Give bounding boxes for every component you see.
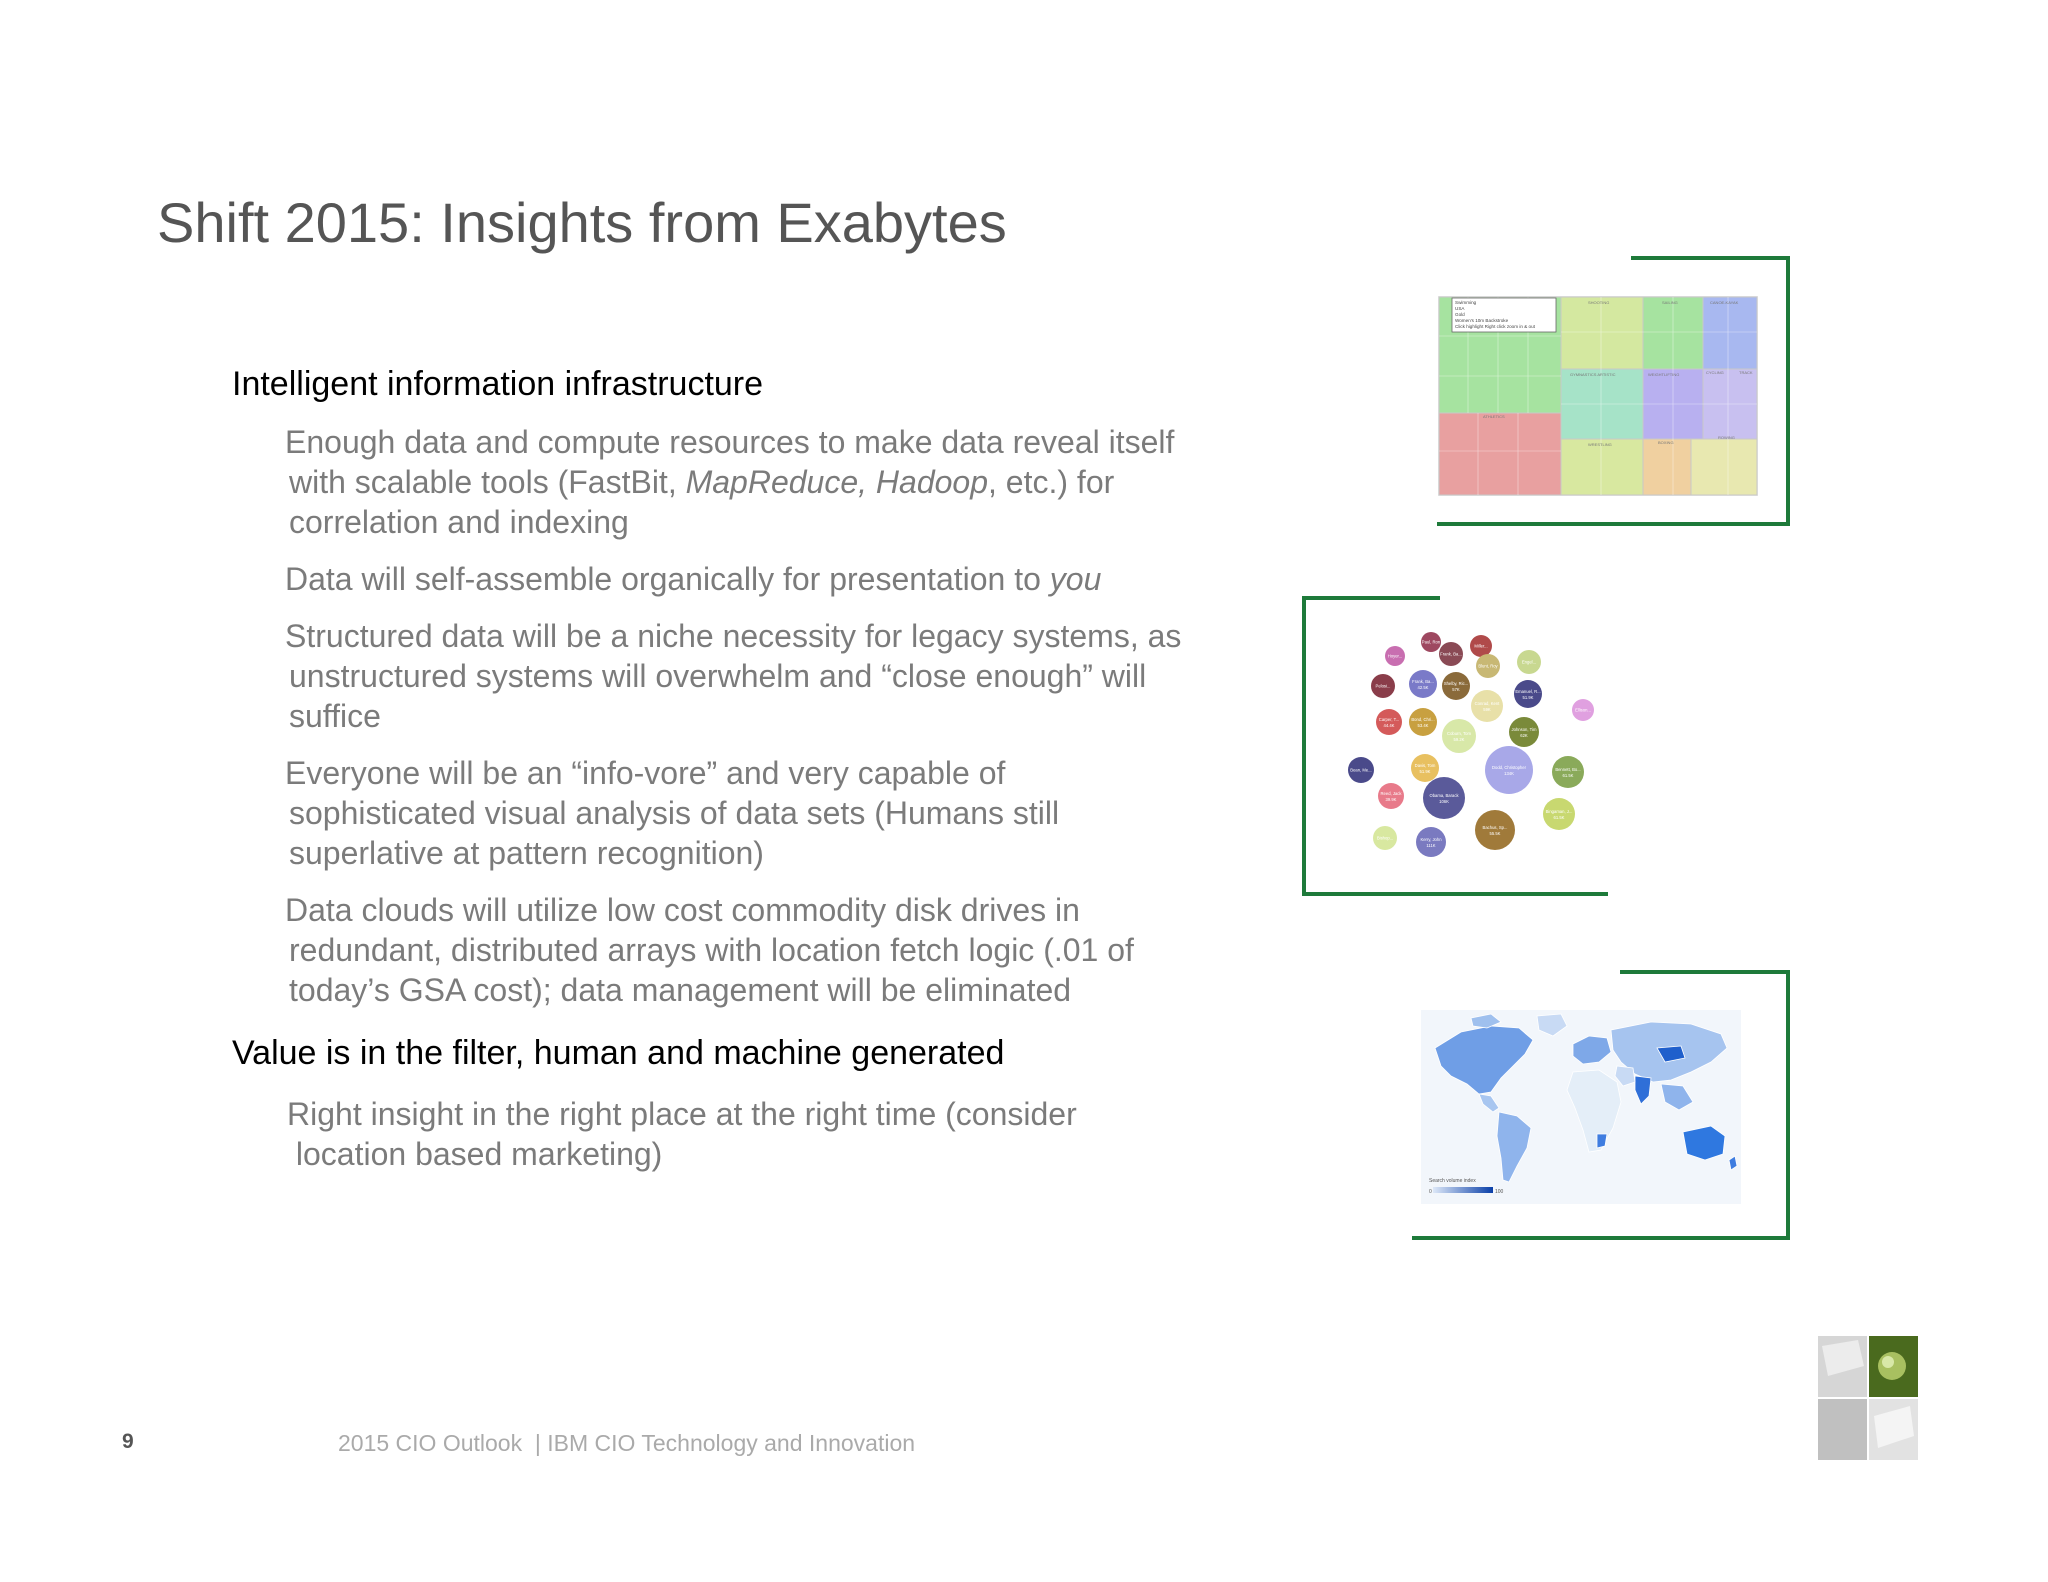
treemap-label: SHOOTING [1588, 300, 1610, 305]
bullet-data-resources [285, 422, 1174, 542]
treemap-tooltip-line: Swimming [1455, 300, 1477, 305]
treemap-label: CYCLING [1706, 370, 1724, 375]
treemap-image [1438, 296, 1758, 496]
bullet-line: today’s GSA cost); data management will be eliminated [289, 972, 1072, 1008]
bubble-circle [1552, 756, 1584, 788]
bullet-self-assemble [285, 559, 1101, 599]
footer-text: 2015 CIO Outlook | IBM CIO Technology and Innovation [338, 1430, 916, 1456]
bubble-name: Dodd, Christopher [1492, 765, 1526, 770]
bubble-circle [1378, 783, 1404, 809]
bubble-name: Hoyer... [1387, 653, 1403, 659]
bullet-right-insight [287, 1094, 1077, 1174]
slide-title: Shift 2015: Insights from Exabytes [157, 191, 1007, 254]
bubble [1509, 717, 1539, 747]
bubble [1470, 635, 1492, 657]
bubble [1471, 690, 1503, 722]
treemap-tooltip-line: Gold [1455, 312, 1465, 317]
bracket-top [1631, 256, 1787, 260]
bubble-name: Blunt, Roy [1478, 663, 1498, 669]
section-heading-infrastructure: Intelligent information infrastructure [232, 365, 764, 403]
bubble [1439, 642, 1463, 666]
treemap-label: ATHLETICS [1483, 414, 1505, 419]
bubble [1476, 654, 1500, 678]
treemap-label: WEIGHTLIFTING [1648, 372, 1680, 377]
treemap-label: TRACK [1739, 370, 1753, 375]
bubble-name: Carper, T... [1378, 717, 1400, 722]
bullet-line: unstructured systems will overwhelm and “close enough” will [289, 658, 1147, 694]
bracket-right [1786, 256, 1790, 526]
bullet-structured-data [285, 616, 1181, 736]
map-legend-scale [1433, 1187, 1493, 1193]
bubble [1371, 674, 1395, 698]
bubble-value: 57K [1452, 687, 1460, 692]
bubble-value: 106K [1439, 799, 1449, 804]
bubble-value: 51.9K [1419, 769, 1431, 774]
bubble-circle [1543, 798, 1575, 830]
bubble-circle [1475, 810, 1515, 850]
bubble-value: 61.5K [1553, 815, 1565, 820]
bubble-circle [1376, 709, 1402, 735]
bubble-name: Paul, Ron [1421, 639, 1441, 645]
bubble [1552, 756, 1584, 788]
bubble-name: Pelosi... [1375, 683, 1391, 689]
bullet-line: redundant, distributed arrays with location fetch logic (.01 of [289, 932, 1134, 968]
bubble-name: Obama, Barack [1429, 793, 1459, 798]
bubble-circle [1423, 777, 1465, 819]
treemap-tooltip-line: Click highlight Right click zoom in & out [1455, 324, 1535, 329]
bracket-top [1302, 596, 1440, 600]
bullet-line: with scalable tools (FastBit, MapReduce, Hadoop, etc.) for [289, 464, 1115, 500]
bubble-name: Engel... [1521, 659, 1537, 665]
bubble-circle [1416, 827, 1446, 857]
bubble-value: 51.9K [1522, 695, 1534, 700]
bubble [1421, 632, 1441, 652]
bubble-circle [1442, 719, 1476, 753]
bubble-name: Davis, Tom [1414, 763, 1436, 768]
bubble-name: Coburn, Tom [1447, 731, 1471, 736]
map-legend-max: 100 [1495, 1189, 1504, 1195]
treemap-chart [1438, 296, 1758, 496]
bullet-line: Structured data will be a niche necessity for legacy systems, as [285, 618, 1182, 654]
bullet-info-vore [285, 753, 1059, 873]
bubble-circle [1409, 670, 1437, 698]
bubble-name: Frank, Ba... [1412, 679, 1434, 684]
bubble [1409, 708, 1437, 736]
bubble-name: Reed, Jack [1380, 791, 1402, 796]
bullet-line: suffice [289, 698, 381, 734]
bracket-left [1302, 596, 1306, 896]
bubble-value: 55.5K [1489, 831, 1501, 836]
bullet-line: Data will self-assemble organically for presentation to you [285, 561, 1102, 597]
bullet-line: Enough data and compute resources to make data reveal itself [285, 424, 1175, 460]
bubble-name: Bond, Chri... [1411, 717, 1435, 722]
bubble [1543, 798, 1575, 830]
bubble-circle [1409, 708, 1437, 736]
treemap-label: WRESTLING [1588, 442, 1612, 447]
bubble-circle [1509, 717, 1539, 747]
world-map [1421, 1010, 1741, 1204]
bracket-bottom [1412, 1236, 1790, 1240]
bubble-circle [1442, 672, 1470, 700]
bubble-name: Emanuel, R... [1515, 689, 1541, 694]
bubble [1485, 746, 1533, 794]
treemap-tooltip-line: Women's 10m Backstroke [1455, 318, 1509, 323]
bubble-circle [1471, 690, 1503, 722]
page-number: 9 [122, 1430, 134, 1453]
section-heading-value-filter: Value is in the filter, human and machine generated [232, 1034, 1005, 1072]
bubble-value: 59.2K [1453, 737, 1465, 742]
bubble-name: Bennett, Bo... [1555, 767, 1581, 772]
bubble [1385, 646, 1405, 666]
bubble [1373, 826, 1397, 850]
bubble-value: 134K [1504, 771, 1514, 776]
bullet-data-clouds [285, 890, 1134, 1010]
treemap-label: SAILING [1662, 300, 1678, 305]
bubble-circle [1411, 754, 1439, 782]
bubble [1411, 754, 1439, 782]
bubble-name: Miller... [1474, 643, 1488, 649]
bubble [1376, 709, 1402, 735]
bullet-line: superlative at pattern recognition) [289, 835, 764, 871]
bracket-bottom [1302, 892, 1608, 896]
treemap-label: CANOE-KAYAK [1710, 300, 1739, 305]
bullet-line: location based marketing) [287, 1136, 663, 1172]
bubble [1423, 777, 1465, 819]
bubble-value: 53.4K [1417, 723, 1429, 728]
treemap-label: ROWING [1718, 435, 1735, 440]
bubble-value: 39.9K [1385, 797, 1397, 802]
treemap-label: GYMNASTICS ARTISTIC [1570, 372, 1616, 377]
bubble-name: Bishop... [1376, 835, 1394, 841]
bracket-right [1786, 970, 1790, 1240]
world-map-image [1421, 1010, 1741, 1204]
ibm-corner-graphic [1818, 1336, 1918, 1460]
bubble [1517, 650, 1541, 674]
bubble-value: 62K [1520, 733, 1528, 738]
bracket-top [1620, 970, 1790, 974]
bubble-value: 61.5K [1562, 773, 1574, 778]
bubble-circle [1514, 680, 1542, 708]
bubble-image [1335, 620, 1615, 870]
bullet-line: correlation and indexing [289, 504, 629, 540]
bubble-value: 44.4K [1383, 723, 1395, 728]
bullet-line: Right insight in the right place at the right time (consider [287, 1096, 1077, 1132]
bubble-name: Bean, Me... [1350, 767, 1372, 773]
bubble-name: Bingaman, J... [1545, 809, 1573, 814]
bullet-line: Everyone will be an “info-vore” and very capable of [285, 755, 1006, 791]
bubble [1514, 680, 1542, 708]
bubble [1416, 827, 1446, 857]
bubble-circle [1485, 746, 1533, 794]
bubble-value: 42.5K [1417, 685, 1429, 690]
bubble [1378, 783, 1404, 809]
bubble-name: Bachus, Sp... [1482, 825, 1508, 830]
bubble-value: 111K [1426, 843, 1436, 848]
bullet-line: sophisticated visual analysis of data sets (Humans still [289, 795, 1060, 831]
bracket-bottom [1437, 522, 1790, 526]
bubble-name: Johnson, Tim [1511, 727, 1537, 732]
bubble-name: Conrad, Kent [1474, 701, 1500, 706]
bubble-name: Ellison... [1575, 707, 1591, 713]
bubble [1409, 670, 1437, 698]
bubble [1348, 757, 1374, 783]
bubble [1572, 699, 1594, 721]
treemap-tooltip-line: USA [1455, 306, 1465, 311]
map-legend-title: Search volume index [1429, 1178, 1476, 1184]
bubble-name: Frank, Ba... [1440, 651, 1462, 657]
bullet-line: Data clouds will utilize low cost commodity disk drives in [285, 892, 1080, 928]
bubble-value: 59K [1483, 707, 1491, 712]
bubble-name: Shelby, Ric... [1443, 681, 1469, 686]
bubble-chart [1335, 620, 1615, 870]
bubble [1475, 810, 1515, 850]
map-legend-min: 0 [1429, 1189, 1432, 1195]
bubble [1442, 719, 1476, 753]
treemap-label: BOXING [1658, 440, 1674, 445]
bubble-name: Kerry, John [1420, 837, 1442, 842]
bubble [1442, 672, 1470, 700]
